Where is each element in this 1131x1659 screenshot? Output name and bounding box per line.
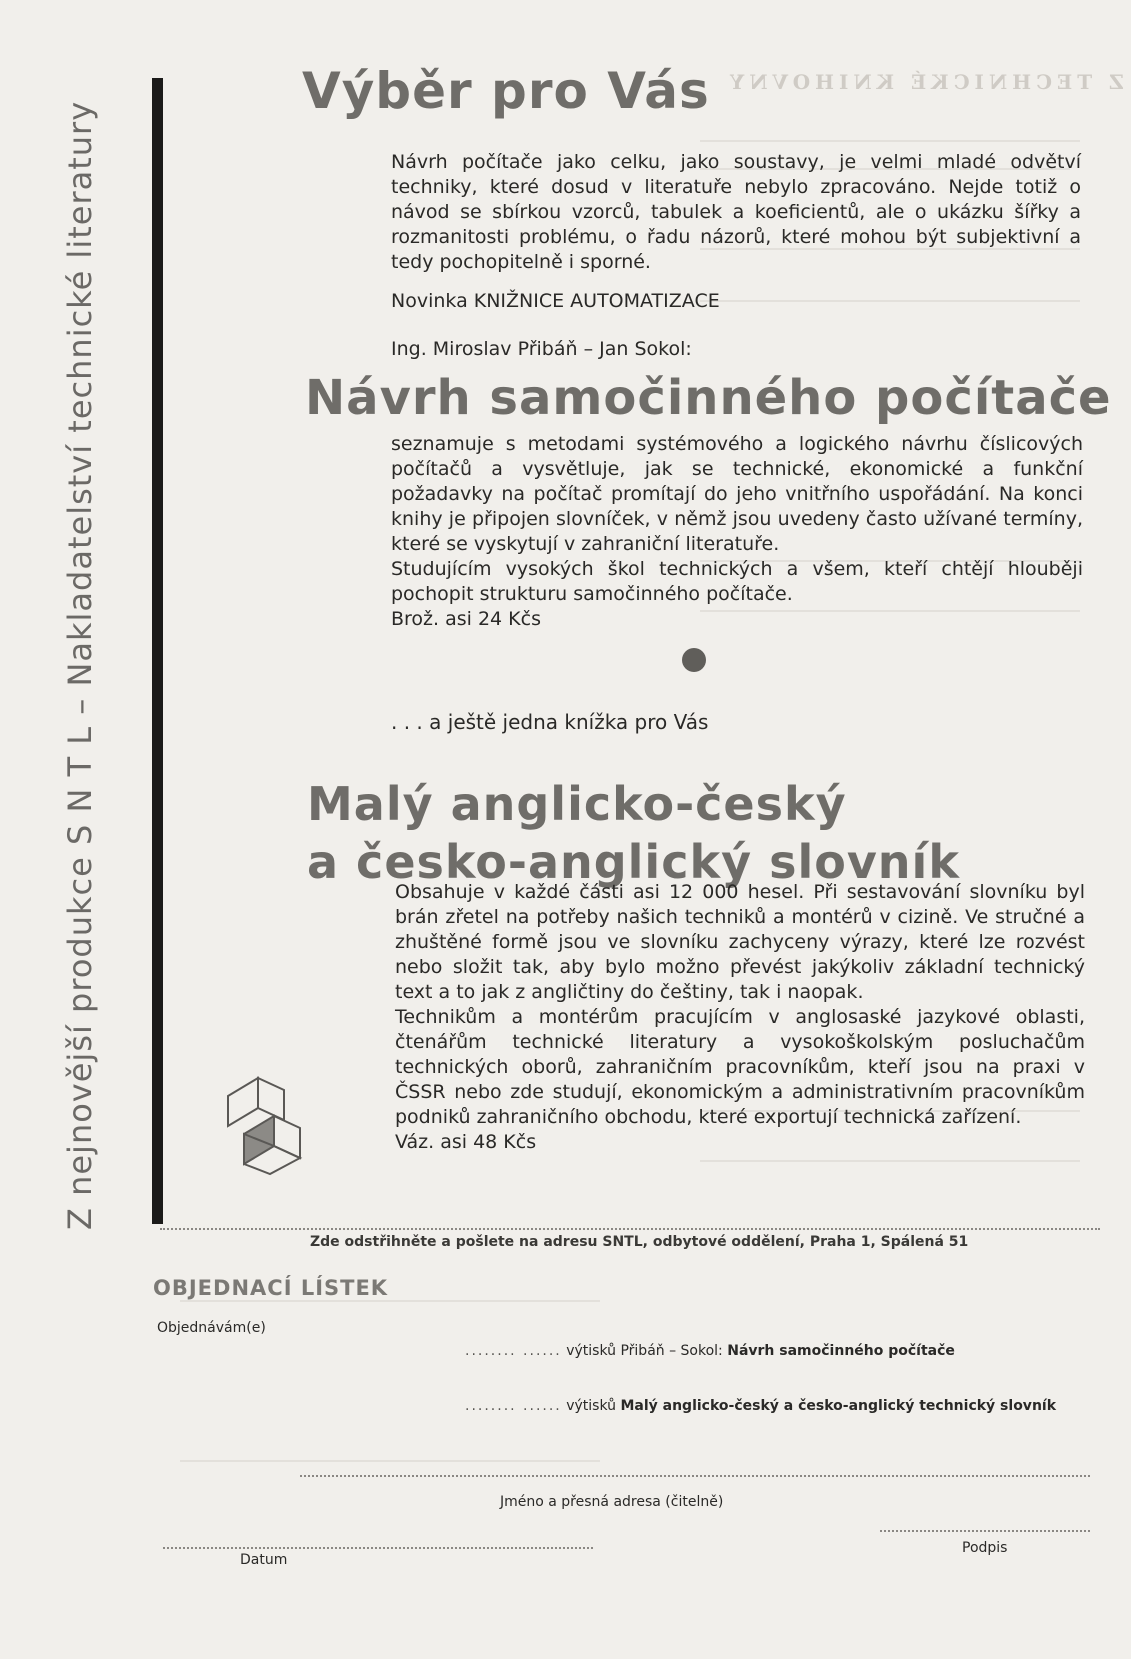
book1-description	[391, 432, 1083, 632]
order2-quantity-field[interactable]: ........ ......	[465, 1398, 562, 1414]
order2-prefix: výtisků	[566, 1398, 617, 1414]
vertical-rule	[152, 78, 163, 1224]
book2-description-text: Obsahuje v každé části asi 12 000 hesel. Při sestavování slovníku byl brán zřetel na potřeby našich techniků a montérů v cizině. Ve stručné a zhuštěné formě jsou ve slovníku zachyceny výrazy, které lze rozvést nebo složit tak, aby bylo možno převést jakýkoliv základní technický text a to jak z angličtiny do češtiny, tak i naopak.	[395, 881, 1085, 1003]
ghost-header: Z TECHNICKÉ KNIHOVNY	[725, 70, 1124, 94]
cut-instructions: Zde odstřihněte a pošlete na adresu SNTL, odbytové oddělení, Praha 1, Spálená 51	[310, 1234, 969, 1250]
book2-title-line1: Malý anglicko-český	[307, 777, 847, 831]
page-heading: Výběr pro Vás	[302, 62, 710, 120]
book1-audience: Studujícím vysokých škol technických a všem, kteří chtějí hlouběji pochopit strukturu samočinného počítače.	[391, 558, 1083, 605]
order-line-book2[interactable]	[465, 1398, 1056, 1414]
publisher-logo-icon	[218, 1068, 306, 1178]
order1-title: Návrh samočinného počítače	[727, 1343, 955, 1359]
book2-title-line2: a česko-anglický slovník	[307, 835, 960, 889]
book1-price: Brož. asi 24 Kčs	[391, 608, 541, 630]
bullet-dot	[682, 648, 706, 672]
order1-quantity-field[interactable]: ........ ......	[465, 1343, 562, 1359]
signature-field[interactable]	[880, 1530, 1090, 1532]
name-address-field[interactable]	[300, 1475, 1090, 1477]
signature-label: Podpis	[962, 1540, 1008, 1556]
order-line-book1[interactable]	[465, 1343, 955, 1359]
book2-price: Váz. asi 48 Kčs	[395, 1131, 537, 1153]
book2-description	[395, 880, 1085, 1155]
book2-title	[307, 775, 960, 891]
date-field[interactable]	[163, 1547, 593, 1549]
book1-title: Návrh samočinného počítače	[305, 370, 1112, 426]
authors: Ing. Miroslav Přibáň – Jan Sokol:	[391, 338, 692, 360]
intro-paragraph	[391, 150, 1081, 275]
book1-description-text: seznamuje s metodami systémového a logického návrhu číslicových počítačů a vysvětluje, jak se technické, ekonomické a funkční požadavky na počítač promítají do jeho vnitřního uspořádání. Na konci knihy je připojen slovníček, v němž jsou uvedeny často užívané termíny, které se vyskytují v zahraniční literatuře.	[391, 433, 1083, 555]
another-book-line: . . . a ještě jedna knížka pro Vás	[391, 710, 709, 734]
intro-text: Návrh počítače jako celku, jako soustavy, je velmi mladé odvětví techniky, které dosud v literatuře nebylo zpracováno. Nejde totiž o návod se sbírkou vzorců, tabulek a koeficientů, ale o ukázku šířky a rozmanitosti problému, o řadu názorů, které mohou být subjektivní a tedy pochopitelně i sporné.	[391, 151, 1081, 273]
book2-audience: Technikům a montérům pracujícím v anglosaské jazykové oblasti, čtenářům technické literatury a vysokoškolským posluchačům technických oborů, zahraničním pracovníkům, kteří jsou na praxi v ČSSR nebo zde studují, ekonomickým a administrativním pracovníkům podniků zahraničního obchodu, které exportují technická zařízení.	[395, 1006, 1085, 1128]
order-form-lead: Objednávám(e)	[157, 1320, 266, 1336]
name-address-label: Jméno a přesná adresa (čitelně)	[500, 1494, 724, 1510]
series-label: Novinka KNIŽNICE AUTOMATIZACE	[391, 290, 720, 312]
side-label: Z nejnovější produkce S N T L – Nakladatelství technické literatury	[61, 100, 99, 1230]
date-label: Datum	[240, 1552, 288, 1568]
order2-title: Malý anglicko-český a česko-anglický technický slovník	[620, 1398, 1057, 1414]
order-form-title: OBJEDNACÍ LÍSTEK	[153, 1276, 389, 1300]
cut-line	[160, 1228, 1100, 1230]
order1-prefix: výtisků Přibáň – Sokol:	[566, 1343, 723, 1359]
